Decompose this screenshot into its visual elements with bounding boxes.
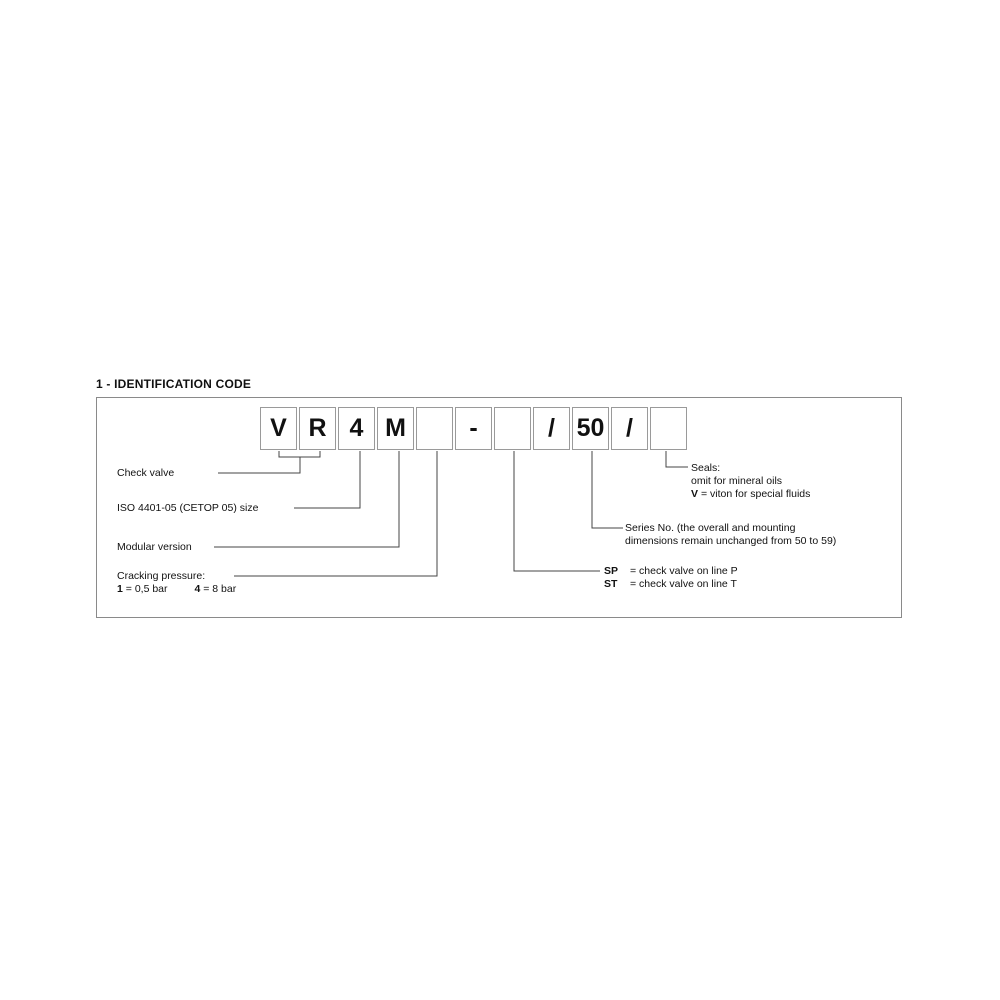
code-cell-1: V xyxy=(260,407,297,450)
seals-v-value: = viton for special fluids xyxy=(700,488,811,500)
cracking-1-value: = 0,5 bar xyxy=(125,583,168,595)
leader-size xyxy=(294,451,360,508)
leader-series xyxy=(592,451,623,528)
code-cell-6: - xyxy=(455,407,492,450)
section-title: 1 - IDENTIFICATION CODE xyxy=(96,377,252,391)
leader-cracking xyxy=(234,451,437,576)
code-cell-8: / xyxy=(533,407,570,450)
leader-modular xyxy=(214,451,399,547)
cracking-1-key: 1 xyxy=(117,583,123,595)
label-series-line1: Series No. (the overall and mounting xyxy=(625,522,796,534)
label-seals-viton xyxy=(691,488,810,500)
code-cell-2: R xyxy=(299,407,336,450)
label-st xyxy=(604,578,737,590)
st-key: ST xyxy=(604,578,618,590)
cracking-4-value: = 8 bar xyxy=(203,583,237,595)
label-cracking-title: Cracking pressure: xyxy=(117,570,206,582)
leader-check-valve xyxy=(218,457,300,473)
label-seals-omit: omit for mineral oils xyxy=(691,475,783,487)
label-check-valve: Check valve xyxy=(117,467,175,479)
leader-check-valve-bracket xyxy=(279,451,320,457)
label-sp xyxy=(604,565,738,577)
leader-seals xyxy=(666,451,688,467)
label-cracking-options xyxy=(117,583,236,595)
code-cell-3: 4 xyxy=(338,407,375,450)
label-modular: Modular version xyxy=(117,541,192,553)
code-cell-10: / xyxy=(611,407,648,450)
st-value: = check valve on line T xyxy=(630,578,737,590)
code-cell-9: 50 xyxy=(572,407,609,450)
label-seals-title: Seals: xyxy=(691,462,721,474)
code-cell-4: M xyxy=(377,407,414,450)
leader-sp-st xyxy=(514,451,600,571)
sp-value: = check valve on line P xyxy=(630,565,738,577)
seals-v-key: V xyxy=(691,488,699,500)
label-size: ISO 4401-05 (CETOP 05) size xyxy=(117,502,259,514)
cracking-4-key: 4 xyxy=(194,583,201,595)
label-series-line2: dimensions remain unchanged from 50 to 59) xyxy=(625,535,837,547)
sp-key: SP xyxy=(604,565,619,577)
